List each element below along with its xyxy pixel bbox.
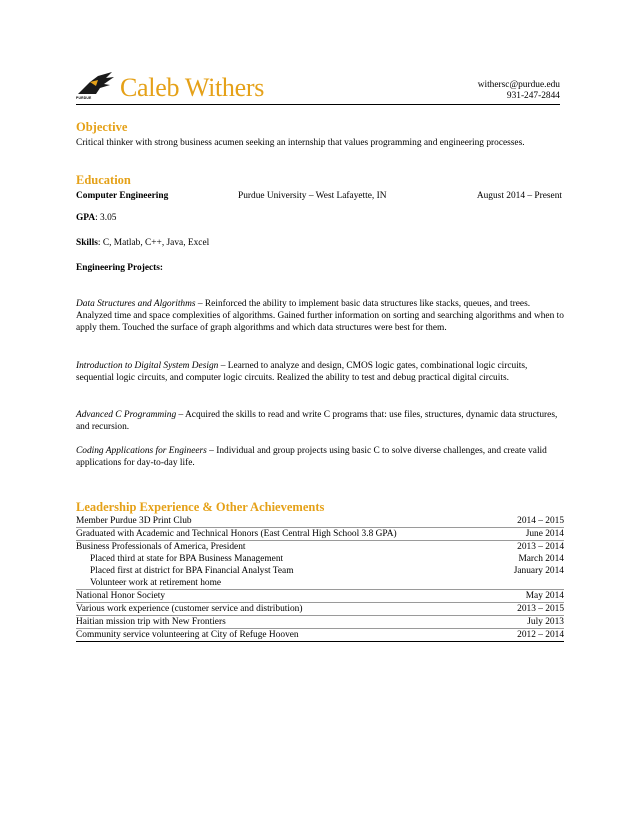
purdue-logo [76, 72, 116, 104]
project-description: Reinforced the ability to implement basic data structures like stacks, queues, and trees. Analyzed time and space complexities of algorithms. Gained further information on sorting and searching algorithms and when to apply them. Touched the surface of graph algorithms and which data structures were best for them. [76, 299, 564, 334]
achievement-row [76, 629, 564, 642]
skills-value: : C, Matlab, C++, Java, Excel [97, 238, 210, 248]
achievement-row [76, 553, 564, 565]
achievement-date: July 2013 [527, 617, 564, 627]
project-item [76, 445, 564, 469]
gpa-line [76, 212, 116, 224]
achievement-label: Graduated with Academic and Technical Honors (East Central High School 3.8 GPA) [76, 529, 397, 539]
achievement-date: June 2014 [525, 529, 564, 539]
achievement-label: Business Professionals of America, President [76, 542, 246, 552]
achievement-row [76, 515, 564, 528]
project-sep: – [176, 410, 186, 420]
education-major: Computer Engineering [76, 191, 169, 201]
project-description: Learned to analyze and design, CMOS logic gates, combinational logic circuits, sequential logic circuits, and computer logic circuits. Realized the ability to test and debug practical digital circuits. [76, 361, 528, 384]
education-dates: August 2014 – Present [476, 191, 562, 201]
project-sep: – [206, 446, 217, 456]
project-title: Introduction to Digital System Design [76, 361, 219, 371]
achievement-row [76, 603, 564, 616]
objective-heading: Objective [76, 120, 128, 134]
griffin-icon [76, 72, 116, 96]
project-sep: – [195, 299, 205, 309]
skills-label: Skills [76, 238, 98, 248]
logo-wordmark: PURDUE [76, 96, 92, 100]
achievement-date: March 2014 [518, 554, 564, 564]
gpa-value: : 3.05 [95, 213, 117, 223]
project-title: Data Structures and Algorithms [76, 299, 196, 309]
skills-line [76, 237, 209, 249]
achievement-date: 2012 – 2014 [517, 630, 564, 640]
candidate-name: Caleb Withers [120, 73, 265, 102]
achievement-row [76, 577, 564, 590]
achievement-row [76, 541, 564, 553]
objective-text: Critical thinker with strong business acumen seeking an internship that values programming and engineering processes. [76, 138, 525, 148]
project-item [76, 360, 564, 384]
project-title: Coding Applications for Engineers [76, 446, 207, 456]
contact-info [478, 80, 560, 102]
achievement-label: Community service volunteering at City of Refuge Hooven [76, 630, 299, 640]
email[interactable]: withersc@purdue.edu [477, 80, 560, 90]
achievement-label: Member Purdue 3D Print Club [76, 516, 192, 526]
achievement-label: Various work experience (customer service and distribution) [76, 604, 303, 614]
phone: 931-247-2844 [506, 91, 560, 101]
achievement-date: May 2014 [525, 591, 564, 601]
achievement-date: January 2014 [513, 566, 564, 576]
project-description: Individual and group projects using basic C to solve diverse challenges, and create valid applications for day-to-day life. [76, 446, 547, 469]
achievement-row [76, 590, 564, 603]
achievement-row [76, 528, 564, 541]
education-heading: Education [76, 173, 131, 187]
achievement-row [76, 565, 564, 577]
project-title: Advanced C Programming [76, 410, 177, 420]
gpa-label: GPA [76, 213, 96, 223]
achievement-date: 2013 – 2015 [517, 604, 564, 614]
leadership-heading: Leadership Experience & Other Achievements [76, 500, 325, 514]
achievement-label: Volunteer work at retirement home [90, 578, 222, 588]
achievement-label: Haitian mission trip with New Frontiers [76, 617, 226, 627]
education-school: Purdue University – West Lafayette, IN [238, 191, 387, 201]
achievement-label: Placed third at state for BPA Business Management [90, 554, 284, 564]
project-description: Acquired the skills to read and write C programs that: use files, structures, dynamic data structures, and recursion. [76, 410, 558, 433]
project-item [76, 409, 564, 433]
header-divider [76, 104, 560, 105]
achievement-label: Placed first at district for BPA Financial Analyst Team [90, 566, 294, 576]
project-item [76, 298, 564, 335]
achievement-label: National Honor Society [76, 591, 166, 601]
projects-heading: Engineering Projects: [76, 263, 164, 273]
achievement-date: 2014 – 2015 [517, 516, 564, 526]
achievement-row [76, 616, 564, 629]
project-sep: – [218, 361, 228, 371]
achievement-date: 2013 – 2014 [517, 542, 564, 552]
